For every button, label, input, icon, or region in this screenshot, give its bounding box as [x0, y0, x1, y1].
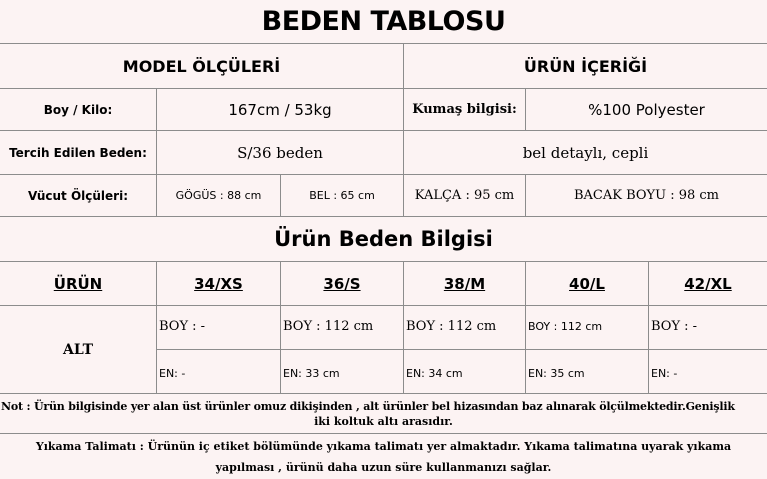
- product-details: bel detaylı, cepli: [404, 131, 767, 175]
- note-line-1: Not : Ürün bilgisinde yer alan üst ürünler omuz dikişinden , alt ürünler bel hizasından baz alınarak ölçülmektedir.Genişlik: [1, 400, 735, 413]
- height-weight-value: 167cm / 53kg: [157, 89, 404, 131]
- leg-length-measurement: BACAK BOYU : 98 cm: [526, 175, 767, 217]
- boy-38-m: BOY : 112 cm: [404, 306, 526, 350]
- row-label-alt: ALT: [0, 306, 157, 394]
- fabric-label: Kumaş bilgisi:: [404, 89, 526, 131]
- en-36-s: EN: 33 cm: [281, 350, 404, 394]
- body-measurements-label: Vücut Ölçüleri:: [0, 175, 157, 217]
- boy-36-s: BOY : 112 cm: [281, 306, 404, 350]
- product-content-header: ÜRÜN İÇERİĞİ: [404, 44, 767, 89]
- boy-34-xs: BOY : -: [157, 306, 281, 350]
- size-36-s-header: 36/S: [281, 262, 404, 306]
- en-42-xl: EN: -: [649, 350, 767, 394]
- washing-instructions: [0, 434, 767, 479]
- en-38-m: EN: 34 cm: [404, 350, 526, 394]
- size-34-xs-header: 34/XS: [157, 262, 281, 306]
- product-column-header: ÜRÜN: [0, 262, 157, 306]
- hip-measurement: KALÇA : 95 cm: [404, 175, 526, 217]
- waist-measurement: BEL : 65 cm: [281, 175, 404, 217]
- en-40-l: EN: 35 cm: [526, 350, 649, 394]
- size-38-m-header: 38/M: [404, 262, 526, 306]
- washing-line-1: Yıkama Talimatı : Ürünün iç etiket bölümünde yıkama talimatı yer almaktadır. Yıkama talimatına uyarak yıkama: [35, 439, 732, 453]
- page-title: BEDEN TABLOSU: [0, 0, 767, 44]
- size-42-xl-header: 42/XL: [649, 262, 767, 306]
- washing-line-2: yapılması , ürünü daha uzun süre kullanmanızı sağlar.: [215, 460, 552, 474]
- size-40-l-header: 40/L: [526, 262, 649, 306]
- height-weight-label: Boy / Kilo:: [0, 89, 157, 131]
- chest-measurement: GÖGÜS : 88 cm: [157, 175, 281, 217]
- boy-40-l: BOY : 112 cm: [526, 306, 649, 350]
- note-line-2: iki koltuk altı arasıdır.: [314, 415, 453, 428]
- preferred-size-label: Tercih Edilen Beden:: [0, 131, 157, 175]
- size-info-title: Ürün Beden Bilgisi: [0, 217, 767, 262]
- en-34-xs: EN: -: [157, 350, 281, 394]
- preferred-size-value: S/36 beden: [157, 131, 404, 175]
- model-measurements-header: MODEL ÖLÇÜLERİ: [0, 44, 404, 89]
- fabric-value: %100 Polyester: [526, 89, 767, 131]
- boy-42-xl: BOY : -: [649, 306, 767, 350]
